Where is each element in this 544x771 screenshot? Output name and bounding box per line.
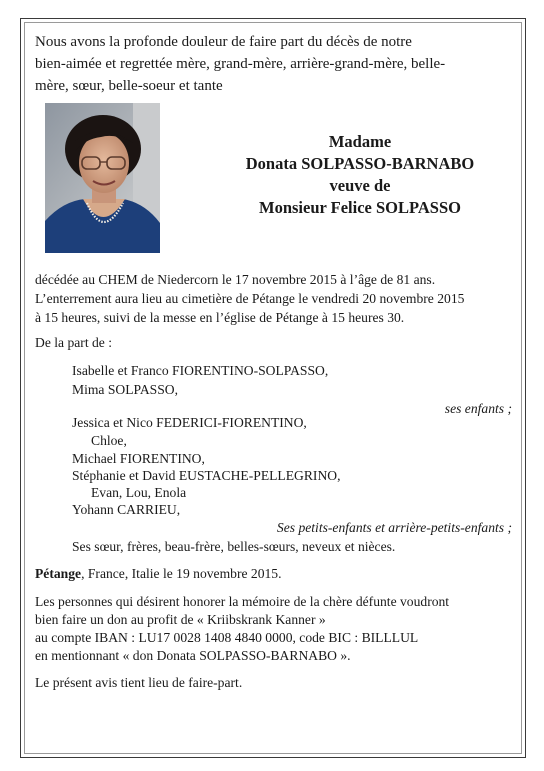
de-la-part: De la part de : (35, 335, 112, 350)
grandchild-line-6: Yohann CARRIEU, (72, 502, 181, 517)
deceased-name: Donata SOLPASSO-BARNABO (245, 154, 475, 173)
death-notice-line-2: L’enterrement aura lieu au cimetière de Pétange le vendredi 20 novembre 2015 (35, 291, 465, 306)
children-label: ses enfants ; (444, 401, 512, 416)
donation-line-2: bien faire un don au profit de « Kriibskrank Kanner » (35, 612, 326, 627)
portrait-photo (45, 103, 160, 253)
intro-line-2: bien-aimée et regrettée mère, grand-mère, arrière-grand-mère, belle- (35, 56, 446, 72)
siblings-line: Ses sœur, frères, beau-frère, belles-sœurs, neveux et nièces. (72, 539, 396, 554)
donation-line-3: au compte IBAN : LU17 0028 1408 4840 0000, code BIC : BILLLUL (35, 630, 419, 645)
intro-line-3: mère, sœur, belle-soeur et tante (35, 78, 223, 94)
child-1: Isabelle et Franco FIORENTINO-SOLPASSO, (72, 363, 329, 378)
donation-line-4: en mentionnant « don Donata SOLPASSO-BARNABO ». (35, 648, 351, 663)
deceased-spouse: Monsieur Felice SOLPASSO (259, 198, 461, 217)
death-notice-line-1: décédée au CHEM de Niedercorn le 17 novembre 2015 à l’âge de 81 ans. (35, 272, 436, 287)
grandchild-line-4: Stéphanie et David EUSTACHE-PELLEGRINO, (72, 468, 341, 483)
deceased-name-block (205, 131, 515, 219)
place-date (35, 564, 282, 583)
place-date-rest: , France, Italie le 19 novembre 2015. (81, 566, 282, 581)
deceased-title: Madame (328, 132, 392, 151)
grandchild-line-1: Jessica et Nico FEDERICI-FIORENTINO, (72, 415, 307, 430)
grandchildren-label: Ses petits-enfants et arrière-petits-enfants ; (276, 520, 512, 535)
child-2: Mima SOLPASSO, (72, 382, 179, 397)
grandchild-line-2: Chloe, (91, 433, 127, 448)
closing-line: Le présent avis tient lieu de faire-part. (35, 675, 243, 690)
deceased-status: veuve de (329, 176, 391, 195)
intro-line-1: Nous avons la profonde douleur de faire part du décès de notre (35, 34, 412, 50)
donation-line-1: Les personnes qui désirent honorer la mémoire de la chère défunte voudront (35, 594, 450, 609)
grandchild-line-3: Michael FIORENTINO, (72, 451, 205, 466)
death-notice-line-3: à 15 heures, suivi de la messe en l’église de Pétange à 15 heures 30. (35, 310, 405, 325)
portrait-image (45, 103, 160, 253)
grandchild-line-5: Evan, Lou, Enola (91, 485, 187, 500)
place-name: Pétange (35, 566, 82, 581)
